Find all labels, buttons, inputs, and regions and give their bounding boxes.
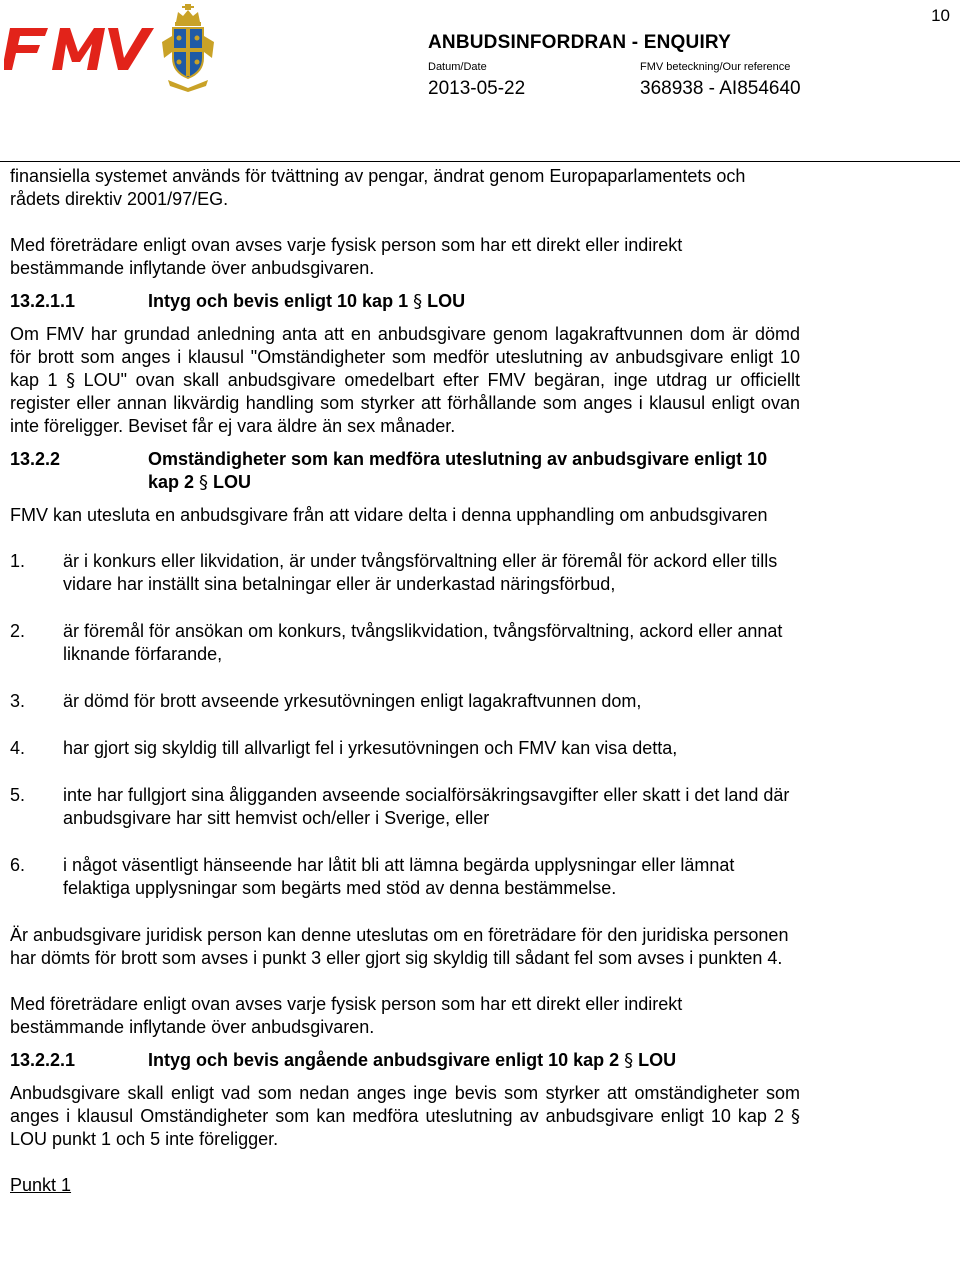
date-label: Datum/Date — [428, 61, 487, 73]
fmv-logo — [4, 26, 154, 72]
reference-value: 368938 - AI854640 — [640, 78, 801, 99]
paragraph: FMV kan utesluta en anbudsgivare från att vidare delta i denna upphandling om anbudsgivaren — [10, 505, 768, 525]
section-number: 13.2.2 — [10, 449, 61, 469]
list-item: 4. har gjort sig skyldig till allvarligt fel i yrkesutövningen och FMV kan visa detta, — [10, 738, 678, 758]
list-item: 6. i något väsentligt hänseende har låtit bli att lämna begärda upplysningar eller lämnat felaktiga upplysningar som begärts med stöd av denna bestämmelse. — [10, 855, 735, 898]
reference-label: FMV beteckning/Our reference — [640, 61, 791, 73]
date-value: 2013-05-22 — [428, 78, 526, 99]
paragraph: Med företrädare enligt ovan avses varje fysisk person som har ett direkt eller indirekt bestämmande inflytande över anbudsgivaren. — [10, 994, 683, 1037]
section-title: Intyg och bevis enligt 10 kap 1 § LOU — [148, 291, 466, 312]
section-heading — [10, 1049, 800, 1072]
list-item: 1. är i konkurs eller likvidation, är under tvångsförvaltning eller är föremål för ackord eller tills vidare har inställt sina betalningar eller är underkastad näringsförbud, — [10, 551, 778, 594]
document-title: ANBUDSINFORDRAN - ENQUIRY — [428, 32, 732, 53]
list-item: 5. inte har fullgjort sina åligganden avseende socialförsäkringsavgifter eller skatt i det land där anbudsgivare har sitt hemvist och/eller i Sverige, eller — [10, 785, 790, 828]
section-title: Intyg och bevis angående anbudsgivare enligt 10 kap 2 § LOU — [148, 1050, 677, 1071]
paragraph: Med företrädare enligt ovan avses varje fysisk person som har ett direkt eller indirekt bestämmande inflytande över anbudsgivaren. — [10, 235, 683, 278]
paragraph: Om FMV har grundad anledning anta att en anbudsgivare genom lagakraftvunnen dom är dömd för brott som anges i klausul "Omständigheter som medför uteslutning av anbudsgivare enligt 10 kap 1 § LOU" ovan skall anbudsgivare omedelbart efter FMV begäran, inge utdrag ur officiellt register eller annan likvärdig handling som styrker att förhållande som anges i klausul enligt ovan inte föreligger. Beviset får ej vara äldre än sex månader. — [10, 324, 800, 436]
paragraph: Anbudsgivare skall enligt vad som nedan anges inge bevis som styrker att omständigheter som anges i klausul Omständigheter som kan medföra uteslutning av anbudsgivare enligt 10 kap 2 § LOU punkt 1 och 5 inte föreligger. — [10, 1083, 800, 1149]
paragraph: finansiella systemet används för tvättning av pengar, ändrat genom Europaparlamentets och rådets direktiv 2001/97/EG. — [10, 166, 746, 209]
section-title: Omständigheter som kan medföra uteslutning av anbudsgivare enligt 10 kap 2 § LOU — [148, 449, 768, 493]
header-divider — [0, 161, 960, 162]
list-item: 3. är dömd för brott avseende yrkesutövningen enligt lagakraftvunnen dom, — [10, 691, 642, 711]
section-heading — [10, 290, 800, 313]
list-item: 2. är föremål för ansökan om konkurs, tvångslikvidation, tvångsförvaltning, ackord eller annat liknande förfarande, — [10, 621, 783, 664]
section-number: 13.2.1.1 — [10, 291, 76, 311]
paragraph: Är anbudsgivare juridisk person kan denne uteslutas om en företrädare för den juridiska personen har dömts för brott som avses i punkt 3 eller gjort sig skyldig till sådant fel som avses i punkten 4. — [10, 925, 789, 968]
coat-of-arms-icon — [158, 2, 218, 92]
document-body — [10, 165, 800, 1197]
page-number: 10 — [931, 6, 950, 25]
criteria-list — [10, 550, 800, 900]
subheading-punkt-1: Punkt 1 — [10, 1175, 72, 1195]
section-heading — [10, 448, 800, 494]
section-number: 13.2.2.1 — [10, 1050, 76, 1070]
